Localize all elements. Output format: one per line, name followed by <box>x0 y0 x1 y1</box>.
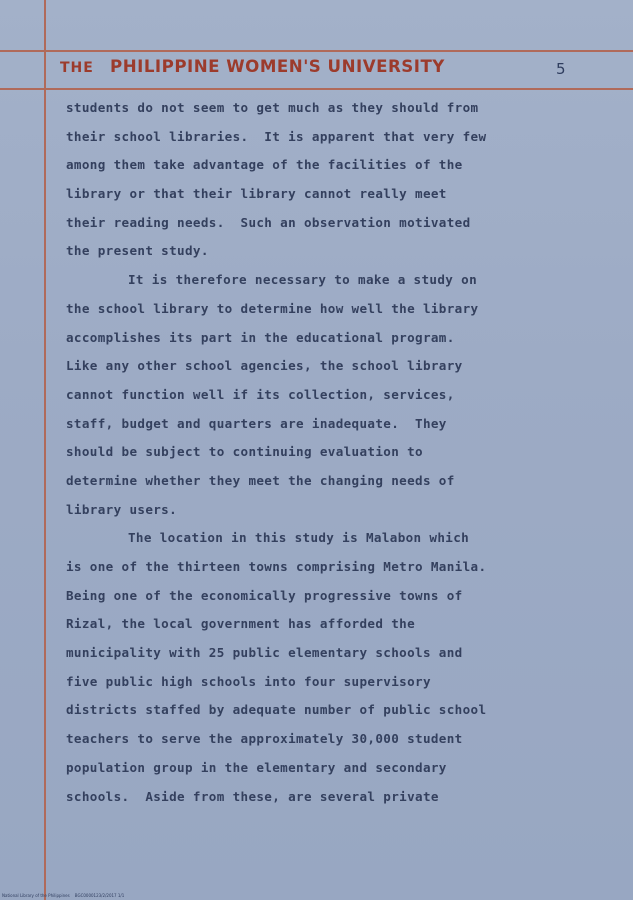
text-line: students do not seem to get much as they should from <box>66 100 479 115</box>
text-line: municipality with 25 public elementary schools and <box>66 645 463 661</box>
text-line: Like any other school agencies, the school library <box>66 358 463 374</box>
text-line: population group in the elementary and secondary <box>66 759 447 775</box>
text-line: The location in this study is Malabon which <box>128 530 470 546</box>
page-number: 5 <box>556 60 566 78</box>
letterhead-prefix: THE <box>60 60 94 76</box>
text-line: teachers to serve the approximately 30,000 student <box>66 731 463 747</box>
text-line: Rizal, the local government has afforded the <box>66 616 416 632</box>
text-line: library or that their library cannot really meet <box>66 186 447 202</box>
margin-rule-vertical <box>44 0 46 900</box>
text-line: five public high schools into four supervisory <box>66 673 431 689</box>
header-rule-top <box>0 50 633 52</box>
text-line: It is therefore necessary to make a study on <box>128 272 478 288</box>
text-line: determine whether they meet the changing needs of <box>66 472 455 488</box>
scan-footer: National Library of the Philippines BGC0000123/2/2017 1/1 <box>2 893 125 898</box>
text-line: the present study. <box>66 243 209 259</box>
text-line: their school libraries. It is apparent that very few <box>66 128 487 144</box>
text-line: the school library to determine how well the library <box>66 300 479 316</box>
text-line: is one of the thirteen towns comprising Metro Manila. <box>66 559 487 574</box>
text-line: cannot function well if its collection, services, <box>66 386 455 402</box>
body-text <box>66 94 566 811</box>
letterhead <box>60 57 452 81</box>
text-line: should be subject to continuing evaluation to <box>66 444 423 460</box>
text-line: schools. Aside from these, are several private <box>66 788 439 804</box>
text-line: among them take advantage of the facilities of the <box>66 157 463 173</box>
text-line: library users. <box>66 501 178 517</box>
text-line: Being one of the economically progressive towns of <box>66 587 463 603</box>
text-line: staff, budget and quarters are inadequate. They <box>66 415 447 431</box>
text-line: accomplishes its part in the educational program. <box>66 329 455 345</box>
letterhead-title: PHILIPPINE WOMEN'S UNIVERSITY <box>109 57 445 77</box>
text-line: their reading needs. Such an observation motivated <box>66 214 471 230</box>
header-rule-bottom <box>0 88 633 90</box>
text-line: districts staffed by adequate number of public school <box>66 702 487 718</box>
